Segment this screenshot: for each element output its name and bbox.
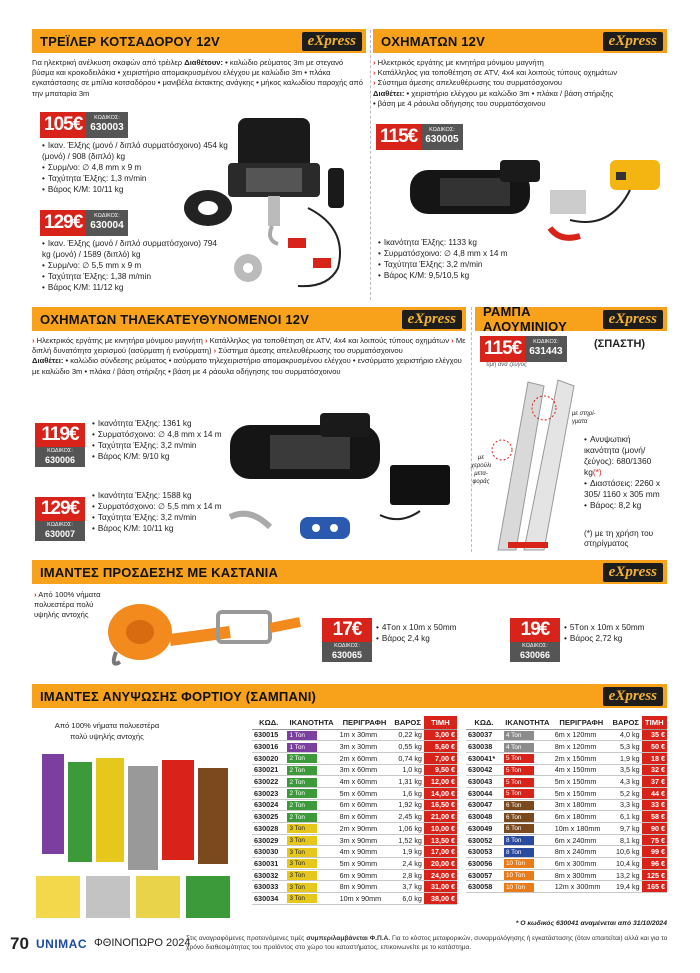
season-label: ΦΘΙΝΟΠΩΡΟ 2024 [94,937,191,949]
sling-description: 4m x 150mm [553,764,610,776]
sling-capacity: 3 Ton [285,869,337,881]
price-tag-631443: 115€ ΚΩΔΙΚΟΣ: 631443 [480,336,567,362]
sling-description: 6m x 60mm [338,799,392,811]
sling-price: 20,00 € [424,858,457,870]
sling-capacity: 8 Ton [502,834,553,846]
sling-capacity: 6 Ton [502,823,553,835]
table-row [252,776,457,788]
slings-table-left: ΚΩΔ. ΙΚΑΝΟΤΗΤΑ ΠΕΡΙΓΡΑΦΗ ΒΑΡΟΣ ΤΙΜΗ 630015 1 Ton 1m x 30mm 0,22 kg 3,00 € 630016 1 Ton 3m x 30mm 0,55 kg 5,60 € 630020 2 Ton 2m x 60mm 0,74 kg 7,00 € 630021 2 Ton 3m x 60mm 1,0 kg 9,50 € 630022 2 Ton 4m x 60mm 1,31 kg 12,00 € 630023 2 Ton 5m x 60mm 1,6 kg 14,00 € 630024 2 Ton 6m x 60mm 1,92 kg 16,50 € 630025 2 Ton 8m x 60mm 2,45 kg 21,00 € 630028 3 Ton 2m x 90mm 1,06 kg 10,00 € 630029 3 Ton 3m x 90mm 1,52 kg 13,50 € 630030 3 Ton 4m x 90mm 1,9 kg 17,00 € 630031 3 Ton 5m x 90mm 2,4 kg 20,00 € 630032 3 Ton 6m x 90mm 2,8 kg 24,00 € 630033 3 Ton 8m x 90mm 3,7 kg 31,00 € 630034 3 Ton 10m x 90mm 6,0 kg 38,00 € [254,717,455,903]
sling-description: 8m x 60mm [338,811,392,823]
table-row [466,729,667,741]
remote-winch-description: › Ηλεκτρικός εργάτης με κινητήρα μόνιμου μαγνήτη › Κατάλληλος για τοποθέτηση σε ATV, 4x4 και λοιπούς τύπους οχημάτων › Με διπλή δυνατότητα χειρισμού (ασύρματη ή ενσύρματη) › Σύστημα άμεσης απελευθέρωσης του συρματόσχοινου Διαθέτει: • καλώδιο σύνδεσης ρεύματος • ασύρματο τηλεχειριστήριο απομακρυσμένου ελέγχου • ενσύρματο χειριστήριο ελέγχου με καλώδιο 3m • πλάκα / βάση στήριξης • βάση με 4 ράουλα οδήγησης του συρματόσχοινου [32,336,466,376]
table-row [466,776,667,788]
vehicle-winch-product-image [400,150,666,250]
slings-table-right: ΚΩΔ. ΙΚΑΝΟΤΗΤΑ ΠΕΡΙΓΡΑΦΗ ΒΑΡΟΣ ΤΙΜΗ 630037 4 Ton 6m x 120mm 4,0 kg 35 € 630038 4 Ton 8m x 120mm 5,3 kg 50 € 630041* 5 Ton 2m x 150mm 1,9 kg 18 € 630042 5 Ton 4m x 150mm 3,5 kg 32 € 630043 5 Ton 5m x 150mm 4,3 kg 37 € 630044 5 Ton 5m x 150mm 5,2 kg 44 € 630047 6 Ton 3m x 180mm 3,3 kg 33 € 630048 6 Ton 6m x 180mm 6,1 kg 58 € 630049 6 Ton 10m x 180mm 9,7 kg 90 € 630052 8 Ton 6m x 240mm 8,1 kg 75 € 630053 8 Ton 8m x 240mm 10,6 kg 99 € 630056 10 Ton 6m x 300mm 10,4 kg 96 € 630057 10 Ton 8m x 300mm 13,2 kg 125 € 630058 10 Ton 12m x 300mm 19,4 kg 165 € [468,717,665,892]
sling-price: 125 € [642,869,667,881]
section-header-vehicle-winch: ΟΧΗΜΑΤΩΝ 12V eXpress [373,29,667,53]
specs-630004: • Ικαν. Έλξης (μονό / διπλό συρματόσχοινο) 794 kg (μονό) / 1589 (διπλό) kg • Συρμ/νο: ∅ 5,5 mm x 9 m • Ταχύτητα Έλξης: 1,38 m/min • Βάρος Κ/Μ: 11/12 kg [42,238,222,293]
sling-weight: 2,8 kg [391,869,424,881]
sling-description: 6m x 240mm [553,834,610,846]
footer-legal-text: Στις αναγραφόμενες προτεινόμενες τιμές συμπεριλαμβάνεται Φ.Π.Α. Για το κόστος μεταφορικών, συναρμολόγησης ή εγκατάστασης (όταν απαιτείται) αλλά και για το χρόνο διαθεσιμότητας του προϊόντος στο χώρο του καταστήματος, επικοινωνείτε με το κατάστημα. [186,935,668,951]
sling-code: 630022 [252,776,285,788]
sling-description: 8m x 300mm [553,869,610,881]
table-row [466,834,667,846]
table-row [466,741,667,753]
sling-description: 2m x 60mm [338,752,392,764]
sling-price: 3,00 € [424,729,457,741]
aluminium-ramp-image [478,372,588,552]
sling-price: 37 € [642,776,667,788]
sling-weight: 0,55 kg [391,741,424,753]
sling-price: 32 € [642,764,667,776]
sling-capacity: 6 Ton [502,799,553,811]
sling-code: 630043 [466,776,502,788]
sling-price: 99 € [642,846,667,858]
sling-weight: 1,31 kg [391,776,424,788]
sling-weight: 3,3 kg [610,799,642,811]
sling-price: 9,50 € [424,764,457,776]
sling-code: 630042 [466,764,502,776]
product-code: 630003 [90,122,124,133]
sling-code: 630029 [252,834,285,846]
sling-price: 44 € [642,787,667,799]
sling-price: 5,60 € [424,741,457,753]
remote-winch-product-image [220,405,466,545]
table-row [252,858,457,870]
sling-weight: 3,5 kg [610,764,642,776]
sling-weight: 10,4 kg [610,858,642,870]
price-tag-630005: 115€ ΚΩΔΙΚΟΣ: 630005 [376,124,463,150]
table-row [466,823,667,835]
table-row [252,811,457,823]
sling-weight: 1,9 kg [391,846,424,858]
section-title: ΤΡΕΪΛΕΡ ΚΟΤΣΑΔΟΡΟΥ 12V [40,33,220,49]
sling-weight: 13,2 kg [610,869,642,881]
table-row [466,869,667,881]
sling-description: 5m x 150mm [553,787,610,799]
sling-code: 630020 [252,752,285,764]
sling-weight: 19,4 kg [610,881,642,893]
sling-capacity: 3 Ton [285,823,337,835]
sling-description: 8m x 90mm [338,881,392,893]
sling-code: 630028 [252,823,285,835]
table-row [466,811,667,823]
table-row [252,881,457,893]
specs-630007: • Ικανότητα Έλξης: 1588 kg • Συρματόσχοινο: ∅ 5,5 mm x 14 m • Ταχύτητα Έλξης: 3,2 m/min • Βάρος Κ/Μ: 10/11 kg [92,490,232,534]
sling-capacity: 3 Ton [285,881,337,893]
sling-capacity: 3 Ton [285,834,337,846]
sling-description: 3m x 30mm [338,741,392,753]
sling-weight: 8,1 kg [610,834,642,846]
sling-price: 10,00 € [424,823,457,835]
sling-capacity: 5 Ton [502,776,553,788]
sling-capacity: 8 Ton [502,846,553,858]
express-logo: eXpress [302,32,362,51]
sling-capacity: 5 Ton [502,787,553,799]
sling-description: 3m x 60mm [338,764,392,776]
sling-price: 18 € [642,752,667,764]
price-tag-630004: 129€ ΚΩΔΙΚΟΣ: 630004 [40,210,128,236]
sling-price: 75 € [642,834,667,846]
sling-description: 5m x 150mm [553,776,610,788]
price: 105€ [40,112,86,138]
sling-price: 13,50 € [424,834,457,846]
express-logo: eXpress [603,687,663,706]
sling-weight: 9,7 kg [610,823,642,835]
sling-description: 8m x 240mm [553,846,610,858]
section-header-aluminium-ramp: ΡΑΜΠΑ ΑΛΟΥΜΙΝΙΟΥ eXpress [475,307,667,331]
sling-capacity: 5 Ton [502,764,553,776]
sling-price: 12,00 € [424,776,457,788]
sling-code: 630049 [466,823,502,835]
sling-price: 14,00 € [424,787,457,799]
sling-description: 5m x 60mm [338,787,392,799]
sling-price: 35 € [642,729,667,741]
sling-capacity: 3 Ton [285,846,337,858]
sling-price: 33 € [642,799,667,811]
price-tag-630066: 19€ ΚΩΔΙΚΟΣ: 630066 [510,618,560,662]
lifting-slings-image [36,746,232,922]
table-row [252,787,457,799]
table-row [252,869,457,881]
sling-weight: 6,1 kg [610,811,642,823]
sling-weight: 1,06 kg [391,823,424,835]
table-row [252,729,457,741]
sling-weight: 0,22 kg [391,729,424,741]
specs-630006: • Ικανότητα Έλξης: 1361 kg • Συρματόσχοινο: ∅ 4,8 mm x 14 m • Ταχύτητα Έλξης: 3,2 m/min • Βάρος Κ/Μ: 9/10 kg [92,418,232,462]
sling-capacity: 2 Ton [285,799,337,811]
sling-weight: 4,3 kg [610,776,642,788]
sling-description: 2m x 150mm [553,752,610,764]
sling-price: 96 € [642,858,667,870]
sling-capacity: 3 Ton [285,858,337,870]
table-row [466,799,667,811]
sling-code: 630057 [466,869,502,881]
sling-capacity: 2 Ton [285,811,337,823]
sling-price: 7,00 € [424,752,457,764]
sling-price: 21,00 € [424,811,457,823]
sling-description: 6m x 300mm [553,858,610,870]
price-tag-630006: 119€ ΚΩΔΙΚΟΣ: 630006 [35,423,85,467]
ramp-folding-tag: (ΣΠΑΣΤΗ) [594,338,646,350]
sling-code: 630030 [252,846,285,858]
sling-code: 630038 [466,741,502,753]
section-header-lifting-slings: ΙΜΑΝΤΕΣ ΑΝΥΨΩΣΗΣ ΦΟΡΤΙΟΥ (ΣΑΜΠΑΝΙ) eXpress [32,684,667,708]
table-row [466,752,667,764]
sling-capacity: 10 Ton [502,881,553,893]
sling-weight: 3,7 kg [391,881,424,893]
sling-capacity: 10 Ton [502,858,553,870]
sling-description: 6m x 180mm [553,811,610,823]
sling-code: 630031 [252,858,285,870]
ramp-specs: • Ανυψωτική ικανότητα (μονή/ζεύγος): 680/1360 kg(*) • Διαστάσεις: 2260 x 305/ 1160 x 305 mm • Βάρος: 8,2 kg [584,434,668,511]
sling-capacity: 4 Ton [502,729,553,741]
section-header-boat-trailer-winch [32,29,366,53]
express-logo: eXpress [603,563,663,582]
sling-weight: 1,52 kg [391,834,424,846]
ramp-star-note: (*) [592,467,602,477]
sling-code: 630037 [466,729,502,741]
sling-code: 630024 [252,799,285,811]
sling-description: 2m x 90mm [338,823,392,835]
table-row [252,752,457,764]
sling-weight: 1,9 kg [610,752,642,764]
table-row [252,764,457,776]
sling-code: 630016 [252,741,285,753]
specs-630005: • Ικανότητα Έλξης: 1133 kg • Συρματόσχοινο: ∅ 4,8 mm x 14 m • Ταχύτητα Έλξης: 3,2 m/min • Βάρος Κ/Μ: 9,5/10,5 kg [378,237,538,281]
table-row [466,858,667,870]
ramp-label-handle: με χερούλι μετα- φοράς [470,455,492,485]
sling-capacity: 2 Ton [285,764,337,776]
sling-description: 10m x 90mm [338,893,392,905]
sling-capacity: 2 Ton [285,752,337,764]
specs-630065: • 4Τon x 10m x 50mm • Βάρος 2,4 kg [376,622,486,644]
table-row [466,846,667,858]
page-number: 70 [10,934,29,953]
sling-description: 8m x 120mm [553,741,610,753]
price-note: τιμή ανά ζεύγος [486,362,527,368]
ramp-footnote: (*) με τη χρήση του στηρίγματος [584,529,654,548]
table-row [252,741,457,753]
sling-description: 6m x 90mm [338,869,392,881]
sling-price: 31,00 € [424,881,457,893]
slings-footnote: * Ο κωδικός 630041 αναμένεται από 31/10/2024 [515,920,667,927]
express-logo: eXpress [603,32,663,51]
unimac-logo: UNIMAC [36,937,87,951]
sling-description: 5m x 90mm [338,858,392,870]
sling-description: 1m x 30mm [338,729,392,741]
boat-winch-description: Για ηλεκτρική ανέλκυση σκαφών από τρέιλερ Διαθέτουν: • καλώδιο ρεύματος 3m με στεγανό βύσμα και κροκοδειλάκια • χειριστήριο απομακρυσμένου ελέγχου με καλώδιο 3m • πλάκα εγκατάστασης σε μπίλια κοτσαδόρου • μανιβέλα έκτακτης ανάγκης • μήκος καλωδίου παροχής από την μπαταρία 3m [32,58,363,98]
ratchet-strap-image [100,592,310,672]
sling-capacity: 4 Ton [502,741,553,753]
sling-price: 24,00 € [424,869,457,881]
sling-description: 10m x 180mm [553,823,610,835]
express-logo: eXpress [603,310,663,329]
sling-capacity: 5 Ton [502,752,553,764]
specs-630066: • 5Τon x 10m x 50mm • Βάρος 2,72 kg [564,622,674,644]
sling-price: 16,50 € [424,799,457,811]
boat-winch-product-image [168,108,366,298]
sling-code: 630052 [466,834,502,846]
sling-weight: 10,6 kg [610,846,642,858]
sling-weight: 2,45 kg [391,811,424,823]
table-row [252,834,457,846]
sling-code: 630034 [252,893,285,905]
sling-capacity: 10 Ton [502,869,553,881]
sling-capacity: 2 Ton [285,787,337,799]
sling-price: 50 € [642,741,667,753]
table-row [252,893,457,905]
sling-weight: 4,0 kg [610,729,642,741]
section-header-remote-winch: ΟΧΗΜΑΤΩΝ ΤΗΛΕΚΑΤΕΥΘΥΝΟΜΕΝΟΙ 12V eXpress [32,307,466,331]
specs-630003: • Ικαν. Έλξης (μονό / διπλό συρματόσχοινο) 454 kg (μονό) / 908 (διπλό) kg • Συρμ/νο: ∅ 4,8 mm x 9 m • Ταχύτητα Έλξης: 1,3 m/min • Βάρος Κ/Μ: 10/11 kg [42,140,232,195]
sling-code: 630032 [252,869,285,881]
sling-code: 630023 [252,787,285,799]
sling-description: 4m x 90mm [338,846,392,858]
ramp-label-supports: με στηρί- γματα [572,411,596,425]
sling-weight: 6,0 kg [391,893,424,905]
sling-code: 630047 [466,799,502,811]
sling-weight: 1,0 kg [391,764,424,776]
sling-description: 12m x 300mm [553,881,610,893]
sling-price: 165 € [642,881,667,893]
ratchet-description: › Από 100% νήματα πολυεστέρα πολύ υψηλής αντοχής [34,590,101,620]
sling-capacity: 1 Ton [285,741,337,753]
sling-code: 630058 [466,881,502,893]
price-tag-630007: 129€ ΚΩΔΙΚΟΣ: 630007 [35,497,85,541]
sling-code: 630033 [252,881,285,893]
page-footer [0,932,700,973]
sling-description: 6m x 120mm [553,729,610,741]
sling-weight: 0,74 kg [391,752,424,764]
sling-price: 90 € [642,823,667,835]
vehicle-winch-description: › Ηλεκτρικός εργάτης με κινητήρα μόνιμου μαγνήτη › Κατάλληλος για τοποθέτηση σε ATV, 4x4 και λοιπούς τύπους οχημάτων › Σύστημα άμεσης απελευθέρωσης του συρματόσχοινου Διαθέτει: • χειριστήριο ελέγχου με καλώδιο 3m • πλάκα / βάση στήριξης • βάση με 4 ράουλα οδήγησης του συρματόσχοινου [373,58,618,108]
sling-capacity: 3 Ton [285,893,337,905]
sling-description: 4m x 60mm [338,776,392,788]
sling-code: 630015 [252,729,285,741]
price-tag-630065: 17€ ΚΩΔΙΚΟΣ: 630065 [322,618,372,662]
sling-code: 630048 [466,811,502,823]
section-header-ratchet-straps: ΙΜΑΝΤΕΣ ΠΡΟΣΔΕΣΗΣ ΜΕ ΚΑΣΤΑΝΙΑ eXpress [32,560,667,584]
table-row [466,787,667,799]
sling-capacity: 1 Ton [285,729,337,741]
sling-weight: 2,4 kg [391,858,424,870]
sling-capacity: 2 Ton [285,776,337,788]
table-row [252,799,457,811]
price-tag-630003: 105€ ΚΩΔΙΚΟΣ: 630003 [40,112,128,138]
table-row [252,823,457,835]
slings-description: Από 100% νήματα πολυεστέρα πολύ υψηλής αντοχής [54,721,160,741]
sling-code: 630041* [466,752,502,764]
sling-code: 630053 [466,846,502,858]
sling-capacity: 6 Ton [502,811,553,823]
table-row [466,764,667,776]
sling-weight: 1,92 kg [391,799,424,811]
table-row [252,846,457,858]
sling-code: 630044 [466,787,502,799]
express-logo: eXpress [402,310,462,329]
sling-code: 630021 [252,764,285,776]
sling-weight: 5,2 kg [610,787,642,799]
table-row [466,881,667,893]
sling-code: 630056 [466,858,502,870]
sling-price: 58 € [642,811,667,823]
sling-weight: 1,6 kg [391,787,424,799]
sling-price: 17,00 € [424,846,457,858]
sling-weight: 5,3 kg [610,741,642,753]
sling-description: 3m x 180mm [553,799,610,811]
sling-code: 630025 [252,811,285,823]
sling-description: 3m x 90mm [338,834,392,846]
sling-price: 38,00 € [424,893,457,905]
